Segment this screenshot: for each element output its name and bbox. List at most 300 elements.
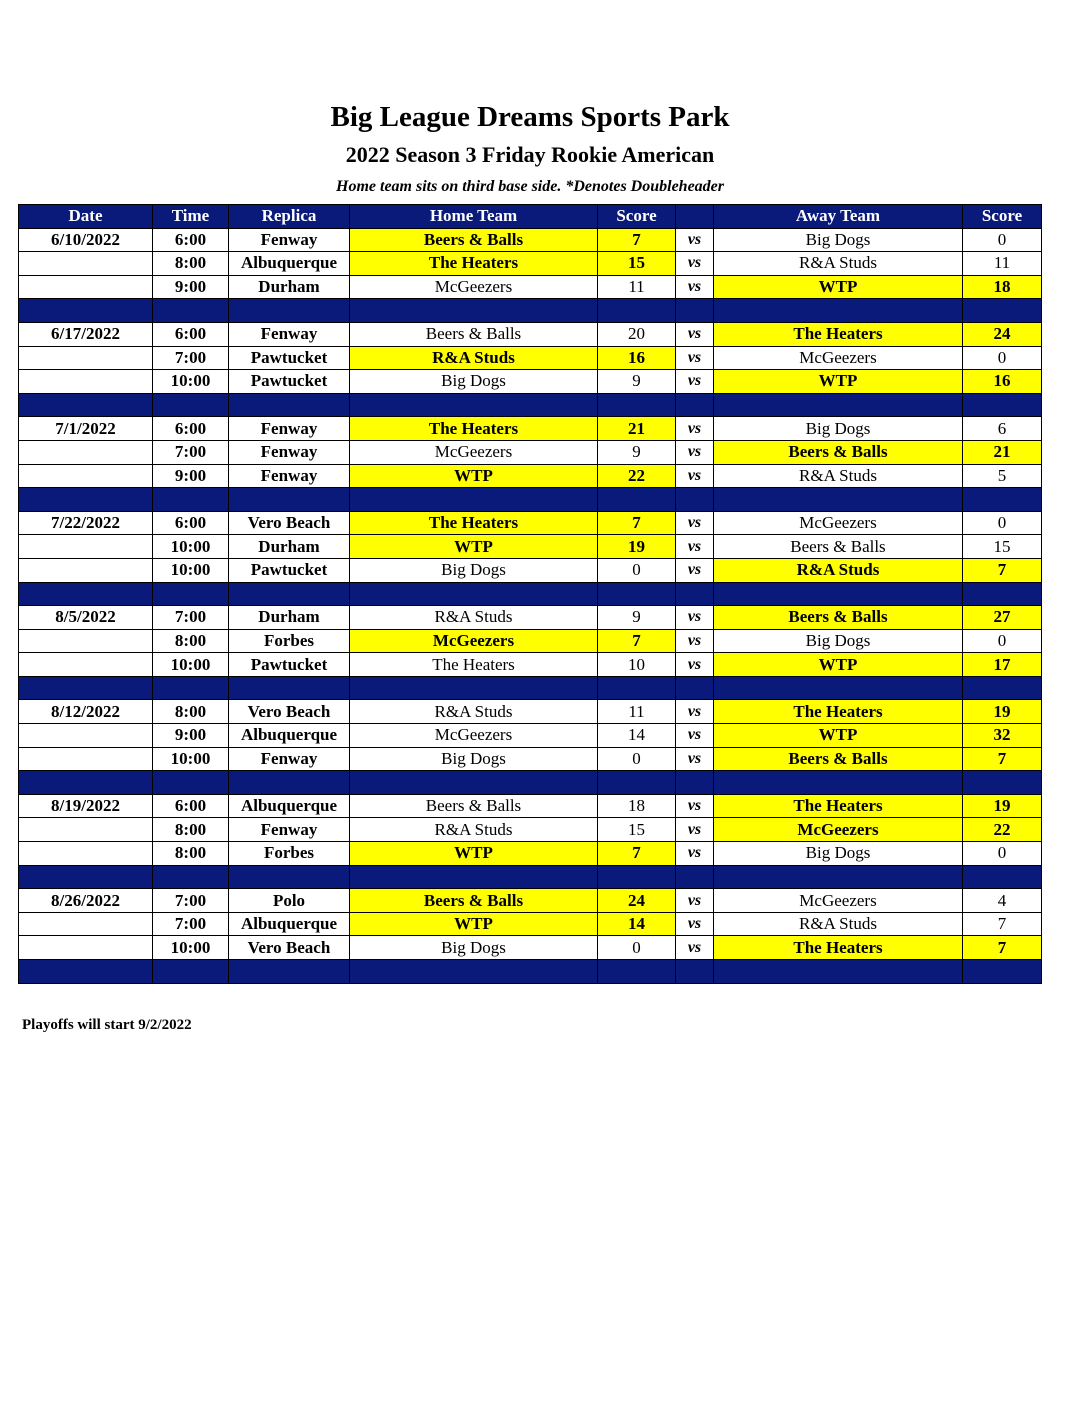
game-date bbox=[19, 370, 153, 394]
separator-cell bbox=[229, 393, 350, 417]
game-time: 8:00 bbox=[153, 842, 229, 866]
home-team: McGeezers bbox=[350, 724, 598, 748]
vs-label: vs bbox=[676, 275, 714, 299]
home-score: 11 bbox=[598, 700, 676, 724]
home-score: 15 bbox=[598, 818, 676, 842]
game-row bbox=[19, 606, 1042, 630]
home-score: 20 bbox=[598, 322, 676, 346]
home-score: 0 bbox=[598, 558, 676, 582]
home-team: McGeezers bbox=[350, 440, 598, 464]
separator-cell bbox=[153, 299, 229, 323]
game-time: 9:00 bbox=[153, 724, 229, 748]
game-time: 9:00 bbox=[153, 464, 229, 488]
game-row bbox=[19, 322, 1042, 346]
away-score: 16 bbox=[963, 370, 1042, 394]
home-score: 10 bbox=[598, 653, 676, 677]
away-score: 0 bbox=[963, 511, 1042, 535]
separator-cell bbox=[598, 676, 676, 700]
header-row bbox=[19, 205, 1042, 229]
away-score: 19 bbox=[963, 700, 1042, 724]
separator-cell bbox=[676, 865, 714, 889]
separator-cell bbox=[963, 299, 1042, 323]
vs-label: vs bbox=[676, 724, 714, 748]
separator-cell bbox=[153, 582, 229, 606]
away-score: 18 bbox=[963, 275, 1042, 299]
vs-label: vs bbox=[676, 252, 714, 276]
home-score: 16 bbox=[598, 346, 676, 370]
game-row bbox=[19, 252, 1042, 276]
game-row bbox=[19, 370, 1042, 394]
game-replica: Vero Beach bbox=[229, 700, 350, 724]
week-separator-row bbox=[19, 771, 1042, 795]
vs-label: vs bbox=[676, 322, 714, 346]
game-time: 6:00 bbox=[153, 228, 229, 252]
game-replica: Fenway bbox=[229, 464, 350, 488]
game-row bbox=[19, 794, 1042, 818]
vs-label: vs bbox=[676, 228, 714, 252]
away-team: The Heaters bbox=[714, 700, 963, 724]
game-replica: Durham bbox=[229, 535, 350, 559]
separator-cell bbox=[714, 865, 963, 889]
away-team: Beers & Balls bbox=[714, 606, 963, 630]
week-separator-row bbox=[19, 960, 1042, 984]
game-date bbox=[19, 842, 153, 866]
game-date bbox=[19, 818, 153, 842]
game-date: 6/10/2022 bbox=[19, 228, 153, 252]
separator-cell bbox=[229, 771, 350, 795]
separator-cell bbox=[963, 865, 1042, 889]
game-date bbox=[19, 558, 153, 582]
separator-cell bbox=[153, 393, 229, 417]
vs-label: vs bbox=[676, 936, 714, 960]
away-team: The Heaters bbox=[714, 322, 963, 346]
away-score: 19 bbox=[963, 794, 1042, 818]
separator-cell bbox=[963, 582, 1042, 606]
game-time: 6:00 bbox=[153, 794, 229, 818]
game-time: 6:00 bbox=[153, 322, 229, 346]
game-replica: Pawtucket bbox=[229, 370, 350, 394]
separator-cell bbox=[350, 393, 598, 417]
separator-cell bbox=[676, 488, 714, 512]
separator-cell bbox=[598, 582, 676, 606]
game-time: 7:00 bbox=[153, 346, 229, 370]
col-header-away-team: Away Team bbox=[714, 205, 963, 229]
home-score: 14 bbox=[598, 724, 676, 748]
game-row bbox=[19, 842, 1042, 866]
game-date: 8/12/2022 bbox=[19, 700, 153, 724]
vs-label: vs bbox=[676, 511, 714, 535]
game-replica: Albuquerque bbox=[229, 724, 350, 748]
game-date bbox=[19, 464, 153, 488]
home-score: 11 bbox=[598, 275, 676, 299]
vs-label: vs bbox=[676, 417, 714, 441]
separator-cell bbox=[714, 582, 963, 606]
separator-cell bbox=[598, 488, 676, 512]
game-time: 10:00 bbox=[153, 535, 229, 559]
game-time: 8:00 bbox=[153, 629, 229, 653]
game-replica: Fenway bbox=[229, 228, 350, 252]
game-replica: Albuquerque bbox=[229, 794, 350, 818]
game-time: 7:00 bbox=[153, 440, 229, 464]
game-row bbox=[19, 818, 1042, 842]
game-date bbox=[19, 724, 153, 748]
game-row bbox=[19, 558, 1042, 582]
separator-cell bbox=[598, 865, 676, 889]
separator-cell bbox=[19, 676, 153, 700]
game-time: 10:00 bbox=[153, 936, 229, 960]
away-score: 6 bbox=[963, 417, 1042, 441]
away-score: 0 bbox=[963, 346, 1042, 370]
separator-cell bbox=[963, 771, 1042, 795]
schedule-body bbox=[19, 228, 1042, 983]
home-score: 7 bbox=[598, 842, 676, 866]
separator-cell bbox=[350, 299, 598, 323]
col-header-home-score: Score bbox=[598, 205, 676, 229]
vs-label: vs bbox=[676, 653, 714, 677]
col-header-time: Time bbox=[153, 205, 229, 229]
home-score: 9 bbox=[598, 606, 676, 630]
game-replica: Fenway bbox=[229, 440, 350, 464]
separator-cell bbox=[19, 771, 153, 795]
away-score: 7 bbox=[963, 936, 1042, 960]
game-date bbox=[19, 252, 153, 276]
game-date: 8/26/2022 bbox=[19, 889, 153, 913]
vs-label: vs bbox=[676, 818, 714, 842]
game-row bbox=[19, 440, 1042, 464]
separator-cell bbox=[598, 960, 676, 984]
separator-cell bbox=[350, 865, 598, 889]
separator-cell bbox=[19, 299, 153, 323]
away-team: McGeezers bbox=[714, 511, 963, 535]
separator-cell bbox=[963, 488, 1042, 512]
vs-label: vs bbox=[676, 912, 714, 936]
separator-cell bbox=[676, 393, 714, 417]
away-score: 27 bbox=[963, 606, 1042, 630]
game-time: 6:00 bbox=[153, 417, 229, 441]
home-score: 24 bbox=[598, 889, 676, 913]
game-row bbox=[19, 346, 1042, 370]
vs-label: vs bbox=[676, 889, 714, 913]
away-score: 4 bbox=[963, 889, 1042, 913]
separator-cell bbox=[153, 865, 229, 889]
home-team: Big Dogs bbox=[350, 747, 598, 771]
home-team: Beers & Balls bbox=[350, 322, 598, 346]
game-date: 8/19/2022 bbox=[19, 794, 153, 818]
separator-cell bbox=[598, 771, 676, 795]
separator-cell bbox=[19, 865, 153, 889]
away-score: 17 bbox=[963, 653, 1042, 677]
away-team: Beers & Balls bbox=[714, 747, 963, 771]
separator-cell bbox=[350, 960, 598, 984]
away-score: 15 bbox=[963, 535, 1042, 559]
col-header-home-team: Home Team bbox=[350, 205, 598, 229]
game-replica: Vero Beach bbox=[229, 936, 350, 960]
away-team: Big Dogs bbox=[714, 842, 963, 866]
vs-label: vs bbox=[676, 842, 714, 866]
game-time: 10:00 bbox=[153, 747, 229, 771]
game-row bbox=[19, 653, 1042, 677]
away-team: WTP bbox=[714, 275, 963, 299]
home-score: 21 bbox=[598, 417, 676, 441]
away-score: 22 bbox=[963, 818, 1042, 842]
game-replica: Pawtucket bbox=[229, 346, 350, 370]
home-team: R&A Studs bbox=[350, 818, 598, 842]
vs-label: vs bbox=[676, 464, 714, 488]
home-team: R&A Studs bbox=[350, 700, 598, 724]
game-row bbox=[19, 936, 1042, 960]
separator-cell bbox=[19, 960, 153, 984]
away-team: Beers & Balls bbox=[714, 440, 963, 464]
home-team: McGeezers bbox=[350, 275, 598, 299]
game-row bbox=[19, 511, 1042, 535]
separator-cell bbox=[19, 488, 153, 512]
home-score: 0 bbox=[598, 747, 676, 771]
game-replica: Albuquerque bbox=[229, 252, 350, 276]
separator-cell bbox=[598, 393, 676, 417]
game-replica: Fenway bbox=[229, 322, 350, 346]
home-team: Beers & Balls bbox=[350, 794, 598, 818]
home-score: 9 bbox=[598, 370, 676, 394]
away-team: Beers & Balls bbox=[714, 535, 963, 559]
col-header-date: Date bbox=[19, 205, 153, 229]
separator-cell bbox=[963, 393, 1042, 417]
away-team: Big Dogs bbox=[714, 417, 963, 441]
game-time: 8:00 bbox=[153, 252, 229, 276]
separator-cell bbox=[676, 771, 714, 795]
separator-cell bbox=[229, 676, 350, 700]
game-row bbox=[19, 417, 1042, 441]
away-team: The Heaters bbox=[714, 794, 963, 818]
game-date bbox=[19, 747, 153, 771]
separator-cell bbox=[229, 582, 350, 606]
away-score: 5 bbox=[963, 464, 1042, 488]
separator-cell bbox=[714, 960, 963, 984]
away-score: 21 bbox=[963, 440, 1042, 464]
away-score: 11 bbox=[963, 252, 1042, 276]
separator-cell bbox=[963, 676, 1042, 700]
vs-label: vs bbox=[676, 370, 714, 394]
separator-cell bbox=[598, 299, 676, 323]
separator-cell bbox=[153, 676, 229, 700]
vs-label: vs bbox=[676, 629, 714, 653]
home-team: The Heaters bbox=[350, 653, 598, 677]
game-date: 6/17/2022 bbox=[19, 322, 153, 346]
vs-label: vs bbox=[676, 747, 714, 771]
away-score: 0 bbox=[963, 228, 1042, 252]
separator-cell bbox=[350, 488, 598, 512]
separator-cell bbox=[676, 582, 714, 606]
home-score: 7 bbox=[598, 228, 676, 252]
home-team: Beers & Balls bbox=[350, 228, 598, 252]
away-score: 7 bbox=[963, 747, 1042, 771]
week-separator-row bbox=[19, 676, 1042, 700]
game-time: 6:00 bbox=[153, 511, 229, 535]
home-score: 15 bbox=[598, 252, 676, 276]
separator-cell bbox=[229, 299, 350, 323]
home-score: 19 bbox=[598, 535, 676, 559]
separator-cell bbox=[676, 299, 714, 323]
game-row bbox=[19, 629, 1042, 653]
away-team: McGeezers bbox=[714, 889, 963, 913]
away-team: R&A Studs bbox=[714, 912, 963, 936]
game-row bbox=[19, 535, 1042, 559]
away-score: 24 bbox=[963, 322, 1042, 346]
separator-cell bbox=[676, 676, 714, 700]
separator-cell bbox=[714, 771, 963, 795]
week-separator-row bbox=[19, 393, 1042, 417]
home-team: The Heaters bbox=[350, 417, 598, 441]
home-team: The Heaters bbox=[350, 252, 598, 276]
page-title: Big League Dreams Sports Park bbox=[330, 101, 730, 133]
col-header-replica: Replica bbox=[229, 205, 350, 229]
game-replica: Vero Beach bbox=[229, 511, 350, 535]
game-date: 7/22/2022 bbox=[19, 511, 153, 535]
separator-cell bbox=[714, 676, 963, 700]
game-time: 7:00 bbox=[153, 912, 229, 936]
away-team: R&A Studs bbox=[714, 464, 963, 488]
away-score: 32 bbox=[963, 724, 1042, 748]
game-date bbox=[19, 629, 153, 653]
away-team: Big Dogs bbox=[714, 629, 963, 653]
week-separator-row bbox=[19, 865, 1042, 889]
game-time: 7:00 bbox=[153, 889, 229, 913]
game-replica: Fenway bbox=[229, 417, 350, 441]
game-date bbox=[19, 535, 153, 559]
week-separator-row bbox=[19, 299, 1042, 323]
home-team: WTP bbox=[350, 535, 598, 559]
separator-cell bbox=[963, 960, 1042, 984]
separator-cell bbox=[714, 488, 963, 512]
game-date bbox=[19, 653, 153, 677]
home-team: The Heaters bbox=[350, 511, 598, 535]
vs-label: vs bbox=[676, 535, 714, 559]
away-team: WTP bbox=[714, 724, 963, 748]
game-replica: Pawtucket bbox=[229, 653, 350, 677]
home-team: Big Dogs bbox=[350, 370, 598, 394]
playoffs-note: Playoffs will start 9/2/2022 bbox=[22, 1017, 192, 1033]
home-team: WTP bbox=[350, 464, 598, 488]
home-team: McGeezers bbox=[350, 629, 598, 653]
col-header-away-score: Score bbox=[963, 205, 1042, 229]
away-team: McGeezers bbox=[714, 346, 963, 370]
separator-cell bbox=[153, 960, 229, 984]
away-team: WTP bbox=[714, 653, 963, 677]
week-separator-row bbox=[19, 488, 1042, 512]
separator-cell bbox=[714, 393, 963, 417]
home-score: 14 bbox=[598, 912, 676, 936]
home-team: Big Dogs bbox=[350, 936, 598, 960]
separator-cell bbox=[19, 582, 153, 606]
separator-cell bbox=[676, 960, 714, 984]
game-row bbox=[19, 889, 1042, 913]
game-replica: Fenway bbox=[229, 818, 350, 842]
home-team: Big Dogs bbox=[350, 558, 598, 582]
away-score: 0 bbox=[963, 629, 1042, 653]
vs-label: vs bbox=[676, 700, 714, 724]
game-row bbox=[19, 912, 1042, 936]
home-score: 22 bbox=[598, 464, 676, 488]
home-team: R&A Studs bbox=[350, 606, 598, 630]
away-team: McGeezers bbox=[714, 818, 963, 842]
page-subtitle: 2022 Season 3 Friday Rookie American bbox=[345, 142, 715, 167]
separator-cell bbox=[19, 393, 153, 417]
vs-label: vs bbox=[676, 794, 714, 818]
vs-label: vs bbox=[676, 558, 714, 582]
separator-cell bbox=[350, 771, 598, 795]
schedule-note: Home team sits on third base side. *Denotes Doubleheader bbox=[336, 178, 724, 195]
separator-cell bbox=[229, 488, 350, 512]
away-team: R&A Studs bbox=[714, 252, 963, 276]
game-replica: Polo bbox=[229, 889, 350, 913]
game-date bbox=[19, 346, 153, 370]
away-team: Big Dogs bbox=[714, 228, 963, 252]
separator-cell bbox=[229, 960, 350, 984]
game-time: 10:00 bbox=[153, 653, 229, 677]
game-date bbox=[19, 936, 153, 960]
game-time: 10:00 bbox=[153, 558, 229, 582]
away-score: 0 bbox=[963, 842, 1042, 866]
vs-label: vs bbox=[676, 440, 714, 464]
game-replica: Durham bbox=[229, 275, 350, 299]
separator-cell bbox=[153, 771, 229, 795]
home-score: 18 bbox=[598, 794, 676, 818]
game-replica: Fenway bbox=[229, 747, 350, 771]
game-time: 10:00 bbox=[153, 370, 229, 394]
game-time: 8:00 bbox=[153, 700, 229, 724]
away-team: The Heaters bbox=[714, 936, 963, 960]
away-team: R&A Studs bbox=[714, 558, 963, 582]
home-score: 9 bbox=[598, 440, 676, 464]
game-time: 9:00 bbox=[153, 275, 229, 299]
game-replica: Albuquerque bbox=[229, 912, 350, 936]
away-score: 7 bbox=[963, 912, 1042, 936]
week-separator-row bbox=[19, 582, 1042, 606]
separator-cell bbox=[714, 299, 963, 323]
home-score: 7 bbox=[598, 629, 676, 653]
game-row bbox=[19, 228, 1042, 252]
col-header-vs bbox=[676, 205, 714, 229]
separator-cell bbox=[350, 582, 598, 606]
home-team: WTP bbox=[350, 842, 598, 866]
game-time: 7:00 bbox=[153, 606, 229, 630]
game-replica: Durham bbox=[229, 606, 350, 630]
away-score: 7 bbox=[963, 558, 1042, 582]
game-date: 8/5/2022 bbox=[19, 606, 153, 630]
game-row bbox=[19, 700, 1042, 724]
separator-cell bbox=[350, 676, 598, 700]
game-row bbox=[19, 724, 1042, 748]
home-score: 7 bbox=[598, 511, 676, 535]
game-date bbox=[19, 440, 153, 464]
game-date: 7/1/2022 bbox=[19, 417, 153, 441]
separator-cell bbox=[153, 488, 229, 512]
home-score: 0 bbox=[598, 936, 676, 960]
vs-label: vs bbox=[676, 606, 714, 630]
game-replica: Forbes bbox=[229, 629, 350, 653]
schedule-table bbox=[18, 204, 1042, 984]
home-team: WTP bbox=[350, 912, 598, 936]
game-replica: Forbes bbox=[229, 842, 350, 866]
game-row bbox=[19, 275, 1042, 299]
away-team: WTP bbox=[714, 370, 963, 394]
game-time: 8:00 bbox=[153, 818, 229, 842]
game-row bbox=[19, 747, 1042, 771]
vs-label: vs bbox=[676, 346, 714, 370]
game-replica: Pawtucket bbox=[229, 558, 350, 582]
home-team: Beers & Balls bbox=[350, 889, 598, 913]
game-row bbox=[19, 464, 1042, 488]
game-date bbox=[19, 912, 153, 936]
